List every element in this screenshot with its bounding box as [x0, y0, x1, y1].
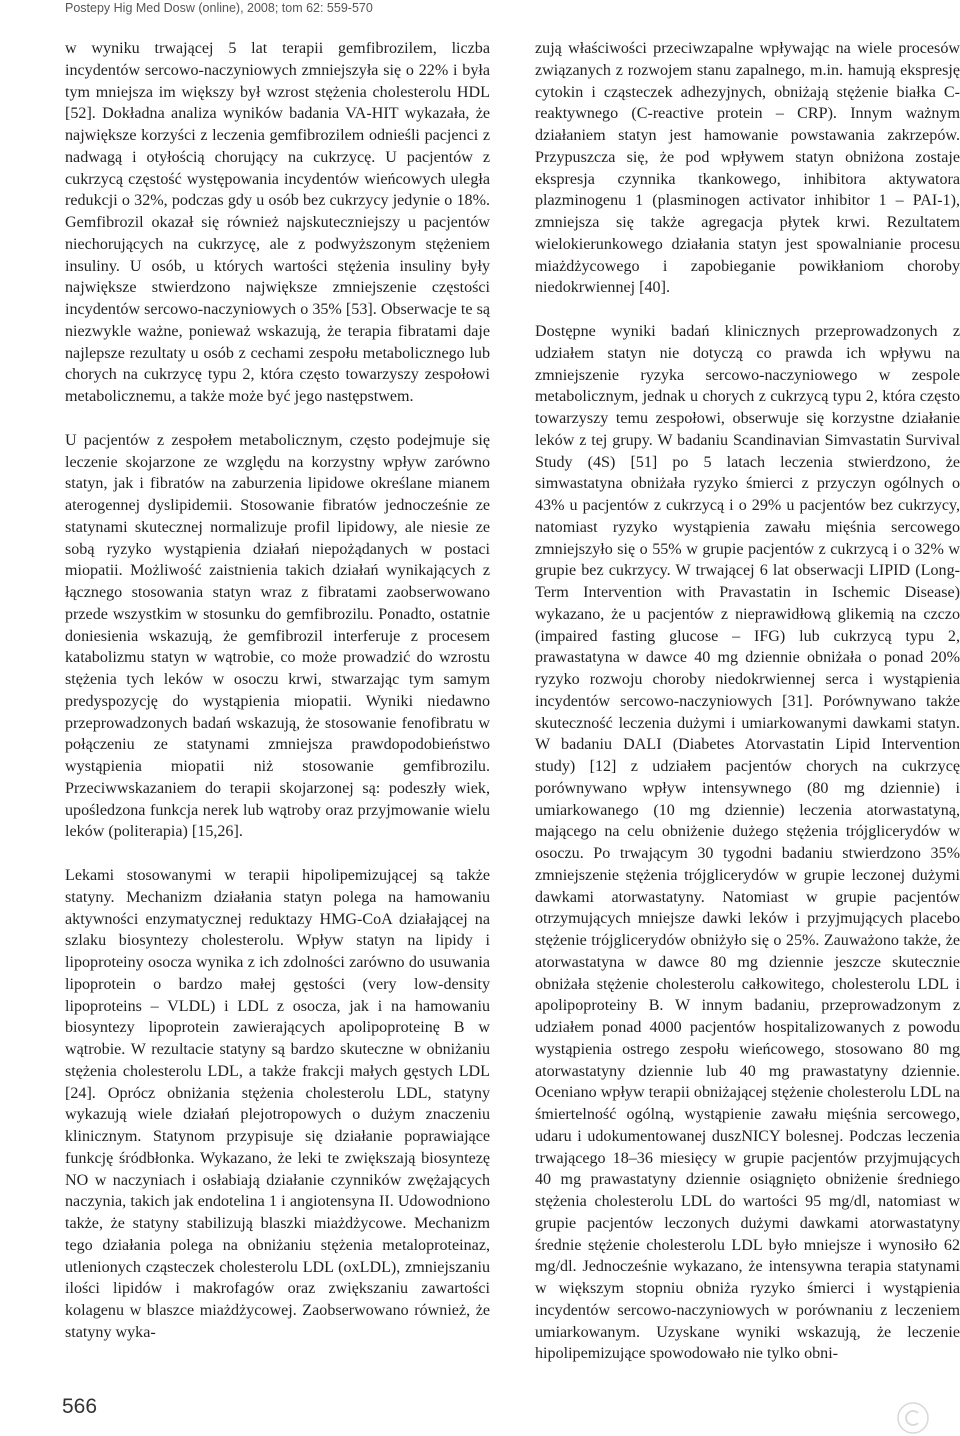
paragraph: U pacjentów z zespołem metabolicznym, często podejmuje się leczenie skojarzone ze względu na korzystny wpływ zarówno statyn, jak i fibratów na zaburzenia lipidowe określane mianem aterogennej dyslipidemii. Stosowanie fibratów jednocześnie ze statynami skutecznej normalizuje profil lipidowy, ale niesie ze sobą ryzyko wystąpienia działań niepożądanych w postaci miopatii. Możliwość zaistnienia takich działań wynikających z łącznego stosowania statyn wraz z fibratami zaobserwowano przede wszystkim w stosunku do gemfibrozilu. Ponadto, ostatnie doniesienia wskazują, że gemfibrozil interferuje z procesem katabolizmu statyn w wątrobie, co może prowadzić do wzrostu stężenia tych leków w osoczu krwi, stwarzając tym samym predyspozycję do wystąpienia miopatii. Wyniki niedawno przeprowadzonych badań wskazują, że stosowanie fenofibratu w połączeniu ze statynami zmniejsza prawdopodobieństwo wystąpienia miopatii niż stosowanie gemfibrozilu. Przeciwwskazaniem do terapii skojarzonej są: podeszły wiek, upośledzona funkcja nerek lub wątroby oraz przyjmowanie wielu leków (politerapia) [15,26].: [65, 431, 490, 841]
paragraph: zują właściwości przeciwzapalne wpływając na wiele procesów związanych z rozwojem stanu zapalnego, m.in. hamują ekspresję cytokin i cząsteczek adhezyjnych, obniżają stężenie białka C-reaktywnego (C-reactive protein – CRP). Innym ważnym działaniem statyn jest hamowanie powstawania zakrzepów. Przypuszcza się, że pod wpływem statyn obniżona zostaje ekspresja czynnika tkankowego, inhibitora aktywatora plazminogenu 1 (plasminogen activator inhibitor 1 – PAI-1), zmniejsza się także agregacja płytek krwi. Rezultatem wielokierunkowego działania statyn jest spowalnianie procesu miażdżycowego i zapobieganie powikłaniom choroby niedokrwiennej [40].: [535, 40, 960, 297]
paragraph: w wyniku trwającej 5 lat terapii gemfibrozilem, liczba incydentów sercowo-naczyniowych zmniejszyła się o 22% i była tym mniejsza im większy był wzrost stężenia cholesterolu HDL [52]. Dokładna analiza wyników badania VA-HIT wykazała, że największe korzyści z leczenia gemfibrozilem odnieśli pacjenci z nadwagą i otyłością chorujący na cukrzycę. U pacjentów z cukrzycą częstość występowania incydentów wieńcowych uległa redukcji o 32%, podczas gdy u osób bez cukrzycy jedynie o 18%. Gemfibrozil okazał się również najskuteczniejszy u pacjentów niechorujących na cukrzycę, ale z podwyższonym stężeniem insuliny. U osób, u których wartości stężenia insuliny były największe stwierdzono największe zmniejszenie częstości incydentów sercowo-naczyniowych o 35% [53]. Obserwacje te są niezwykle ważne, ponieważ wskazują, że terapia fibratami daje najlepsze rezultaty u osób z cechami zespołu metabolicznego lub chorych na cukrzycę typu 2, która często towarzyszy zespołowi metabolicznemu, a także może być jego następstwem.: [65, 40, 490, 405]
copyright-watermark-icon: [896, 1401, 930, 1435]
left-column: [65, 38, 490, 1344]
paragraph: Lekami stosowanymi w terapii hipolipemizującej są także statyny. Mechanizm działania statyn polega na hamowaniu aktywności enzymatycznej reduktazy HMG-CoA działającej na szlaku biosyntezy cholesterolu. Wpływ statyn na lipidy i lipoproteiny osocza wynika z ich zdolności zarówno do usuwania lipoprotein o bardzo małej gęstości (very low-density lipoproteins – VLDL) i LDL z osocza, jak i na hamowaniu biosyntezy lipoprotein zawierających apolipoproteinę B w wątrobie. W rezultacie statyny są bardzo skuteczne w obniżaniu stężenia cholesterolu LDL, a także frakcji małych gęstych LDL [24]. Oprócz obniżania stężenia cholesterolu LDL, statyny wykazują wiele działań plejotropowych o dużym znaczeniu klinicznym. Statynom przypisuje się działanie poprawiające funkcję śródbłonka. Wykazano, że leki te zwiększają biosyntezę NO w naczyniach i osłabiają działanie czynników zwężających naczynia, takich jak endotelina 1 i angiotensyna II. Udowodniono także, że statyny stabilizują blaszki miażdżycowe. Mechanizm tego działania polega na obniżaniu stężenia metaloproteinaz, utlenionych cząsteczek cholesterolu LDL (oxLDL), zmniejszaniu ilości lipidów i makrofagów oraz zwiększaniu zawartości kolagenu w blaszce miażdżycowej. Zaobserwowano również, że statyny wyka-: [65, 867, 490, 1341]
paragraph: Dostępne wyniki badań klinicznych przeprowadzonych z udziałem statyn nie dotyczą co prawda ich wpływu na zmniejszenie ryzyka sercowo-naczyniowego w zespole metabolicznym, jednak u chorych z cukrzycą typu 2, która często towarzyszy temu zespołowi, obserwuje się korzystne działanie leków z tej grupy. W badaniu Scandinavian Simvastatin Survival Study (4S) [51] po 5 latach leczenia stwierdzono, że simwastatyna obniżała ryzyko śmierci z przyczyn ogólnych o 43% u pacjentów z cukrzycą i o 29% u pacjentów bez cukrzycy, natomiast ryzyko wystąpienia zawału mięśnia sercowego zmniejszyło się o 55% w grupie pacjentów z cukrzycą i o 32% w grupie bez cukrzycy. W trwającej 6 lat obserwacji LIPID (Long-Term Intervention with Pravastatin in Ischemic Disease) wykazano, że u pacjentów z nieprawidłową glikemią na czczo (impaired fasting glucose – IFG) lub cukrzycą typu 2, prawastatyna w dawce 40 mg dziennie obniżała o ponad 20% ryzyko rozwoju choroby niedokrwiennej serca i wystąpienia incydentów sercowo-naczyniowych [31]. Porównywano także skuteczność leczenia dużymi i umiarkowanymi dawkami statyn. W badaniu DALI (Diabetes Atorvastatin Lipid Intervention study) [12] z udziałem pacjentów chorych na cukrzycę porównywano wpływ intensywnego (80 mg dziennie) i umiarkowanego (10 mg dziennie) leczenia atorwastatyną, mającego na celu obniżenie dużego stężenia trójglicerydów w osoczu. Po trwającym 30 tygodni badaniu stwierdzono 35% zmniejszenie stężenia trójglicerydów w grupie leczonej dużymi dawkami atorwastatyny. Natomiast w grupie pacjentów otrzymujących mniejsze dawki leków i przyjmujących placebo stężenie trójglicerydów obniżyło się o 25%. Zauważono także, że atorwastatyna w dawce 80 mg dziennie jeszcze skutecznie obniżała stężenie cholesterolu całkowitego, cholesterolu LDL i apolipoproteiny B. W innym badaniu, przeprowadzonym z udziałem ponad 4000 pacjentów hospitalizowanych z powodu wystąpienia ostrego zespołu wieńcowego, stosowano 80 mg atorwastatyny dziennie lub 40 mg prawastatyny dziennie. Oceniano wpływ terapii obniżającej stężenie cholesterolu LDL na śmiertelność ogólną, wystąpienie zawału mięśnia sercowego, udaru i udokumentowanej duszNICY bolesnej. Podczas leczenia trwającego 18–36 miesięcy w grupie pacjentów przyjmujących 40 mg prawastatyny dziennie osiągnięto obniżenie średniego stężenia cholesterolu LDL do wartości 95 mg/dl, natomiast w grupie pacjentów leczonych dużymi dawkami atorwastatyny średnie stężenie cholesterolu LDL było mniejsze i wynosiło 62 mg/dl. Jednocześnie wykazano, że intensywna terapia statynami w większym stopniu obniża ryzyko śmierci i wystąpienia incydentów sercowo-naczyniowych w porównaniu z leczeniem umiarkowanym. Uzyskane wyniki wskazują, że leczenie hipolipemizujące spowodowało nie tylko obni-: [535, 323, 960, 1363]
page-number: 566: [62, 1395, 98, 1418]
right-column: [535, 38, 960, 1365]
running-header: Postepy Hig Med Dosw (online), 2008; tom 62: 559-570: [65, 1, 373, 15]
